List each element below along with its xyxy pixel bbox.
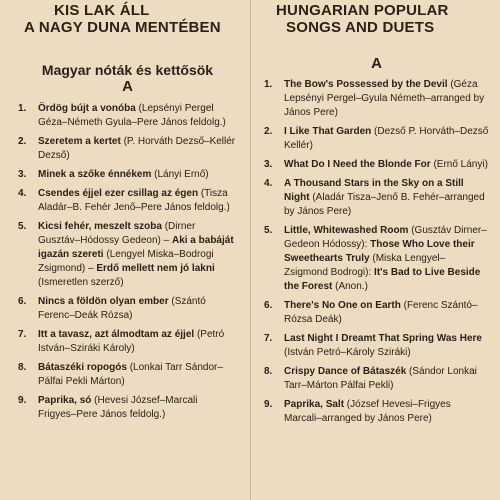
track-title: Last Night I Dreamt That Spring Was Here (284, 333, 482, 344)
track-number: 3. (18, 169, 27, 180)
track-credits: (Dezső P. Horváth–Dezső Kellér) (284, 126, 489, 151)
track-credits: (P. Horváth Dezső–Kellér Dezső) (38, 136, 236, 161)
track-number: 6. (18, 296, 27, 307)
track-credits: (Dirner Gusztáv–Hódossy Gedeon) – (38, 221, 196, 246)
track-number: 2. (264, 126, 273, 137)
english-column (258, 0, 493, 500)
track-credits: (Petró István–Sziráki Károly) (38, 329, 225, 354)
hungarian-subtitle: Magyar nóták és kettősök (41, 62, 214, 78)
track-credits: (Lonkai Tarr Sándor–Pálfai Pekli Márton) (38, 362, 223, 387)
track-title: Little, Whitewashed Room (284, 225, 409, 236)
english-title-line2: SONGS AND DUETS (286, 19, 435, 36)
track-title: I Like That Garden (284, 126, 372, 137)
track-title: A Thousand Stars in the Sky on a Still Night (284, 178, 464, 203)
track-item (18, 394, 237, 422)
track-credits: (Ismeretlen szerző) (38, 277, 124, 288)
track-title: Minek a szőke énnékem (38, 169, 152, 180)
track-item (264, 398, 489, 426)
track-title: The Bow's Possessed by the Devil (284, 79, 448, 90)
track-item (18, 102, 237, 130)
track-item (264, 158, 489, 172)
track-credits: (József Hevesi–Frigyes Marcali–arranged by János Pere) (284, 399, 451, 424)
track-credits: (Lengyel Miska–Bodrogi Zsigmond) – (38, 249, 214, 274)
track-credits: (Ernő Lányi) (430, 159, 488, 170)
track-credits: (Géza Lepsényi Pergel–Gyula Németh–arranged by János Pere) (284, 79, 485, 118)
track-number: 7. (18, 329, 27, 340)
english-side-letter: A (371, 55, 382, 72)
track-title: Nincs a földön olyan ember (38, 296, 169, 307)
track-item (18, 295, 237, 323)
english-track-list (264, 78, 489, 426)
track-credits: (István Petró–Károly Sziráki) (284, 347, 411, 358)
track-credits: (Hevesi József–Marcali Frigyes–Pere János feldolg.) (38, 395, 198, 420)
track-title: It's Bad to Live Beside the Forest (284, 267, 481, 292)
track-title: Bátaszéki ropogós (38, 362, 127, 373)
track-credits: (Miska Lengyel–Zsigmond Bodrogi): (284, 253, 446, 278)
track-item (18, 220, 237, 290)
track-title: Itt a tavasz, azt álmodtam az éjjel (38, 329, 195, 340)
track-credits: (Gusztáv Dirner–Gedeon Hódossy): (284, 225, 487, 250)
track-item (264, 125, 489, 153)
track-item (264, 332, 489, 360)
track-item (264, 299, 489, 327)
track-title: There's No One on Earth (284, 300, 401, 311)
track-number: 1. (264, 79, 273, 90)
track-item (264, 78, 489, 120)
track-credits: (Anon.) (332, 281, 368, 292)
english-title-line1: HUNGARIAN POPULAR (276, 2, 449, 19)
track-item (18, 168, 237, 182)
track-number: 4. (18, 188, 27, 199)
track-title: Ördög bújt a vonóba (38, 103, 136, 114)
track-number: 1. (18, 103, 27, 114)
track-item (18, 135, 237, 163)
hungarian-title-line2: A NAGY DUNA MENTÉBEN (24, 19, 221, 36)
column-divider (250, 0, 251, 500)
track-credits: (Lányi Ernő) (151, 169, 209, 180)
track-item (264, 365, 489, 393)
track-number: 9. (18, 395, 27, 406)
track-number: 5. (264, 225, 273, 236)
track-number: 2. (18, 136, 27, 147)
track-number: 7. (264, 333, 273, 344)
track-title: Those Who Love their Sweethearts Truly (284, 239, 475, 264)
track-number: 9. (264, 399, 273, 410)
track-title: Paprika, Salt (284, 399, 345, 410)
hungarian-track-list (18, 102, 237, 422)
track-number: 3. (264, 159, 273, 170)
track-title: Crispy Dance of Bátaszék (284, 366, 407, 377)
track-title: Kicsi fehér, meszelt szoba (38, 221, 162, 232)
track-title: What Do I Need the Blonde For (284, 159, 431, 170)
hungarian-title-line1: KIS LAK ÁLL (54, 2, 150, 19)
track-title: Aki a babáját igazán szereti (38, 235, 234, 260)
track-credits: (Ferenc Szántó–Rózsa Deák) (284, 300, 478, 325)
hungarian-side-letter: A (122, 78, 133, 95)
track-credits: (Aladár Tisza–Jenő B. Fehér–arranged by János Pere) (284, 192, 485, 217)
track-title: Erdő mellett nem jó lakni (96, 263, 215, 274)
track-item (264, 224, 489, 294)
track-number: 6. (264, 300, 273, 311)
english-title (264, 0, 489, 36)
track-number: 5. (18, 221, 27, 232)
track-number: 4. (264, 178, 273, 189)
track-credits: (Szántó Ferenc–Deák Rózsa) (38, 296, 206, 321)
track-credits: (Sándor Lonkai Tarr–Márton Pálfai Pekli) (284, 366, 477, 391)
track-credits: (Tisza Aladár–B. Fehér Jenő–Pere János feldolg.) (38, 188, 230, 213)
track-number: 8. (264, 366, 273, 377)
track-title: Szeretem a kertet (38, 136, 121, 147)
track-credits: (Lepsényi Pergel Géza–Németh Gyula–Pere János feldolg.) (38, 103, 226, 128)
track-item (18, 328, 237, 356)
track-item (18, 187, 237, 215)
hungarian-title (18, 0, 237, 36)
track-title: Paprika, só (38, 395, 92, 406)
track-item (264, 177, 489, 219)
track-item (18, 361, 237, 389)
track-title: Csendes éjjel ezer csillag az égen (38, 188, 199, 199)
track-number: 8. (18, 362, 27, 373)
hungarian-column (6, 0, 241, 500)
